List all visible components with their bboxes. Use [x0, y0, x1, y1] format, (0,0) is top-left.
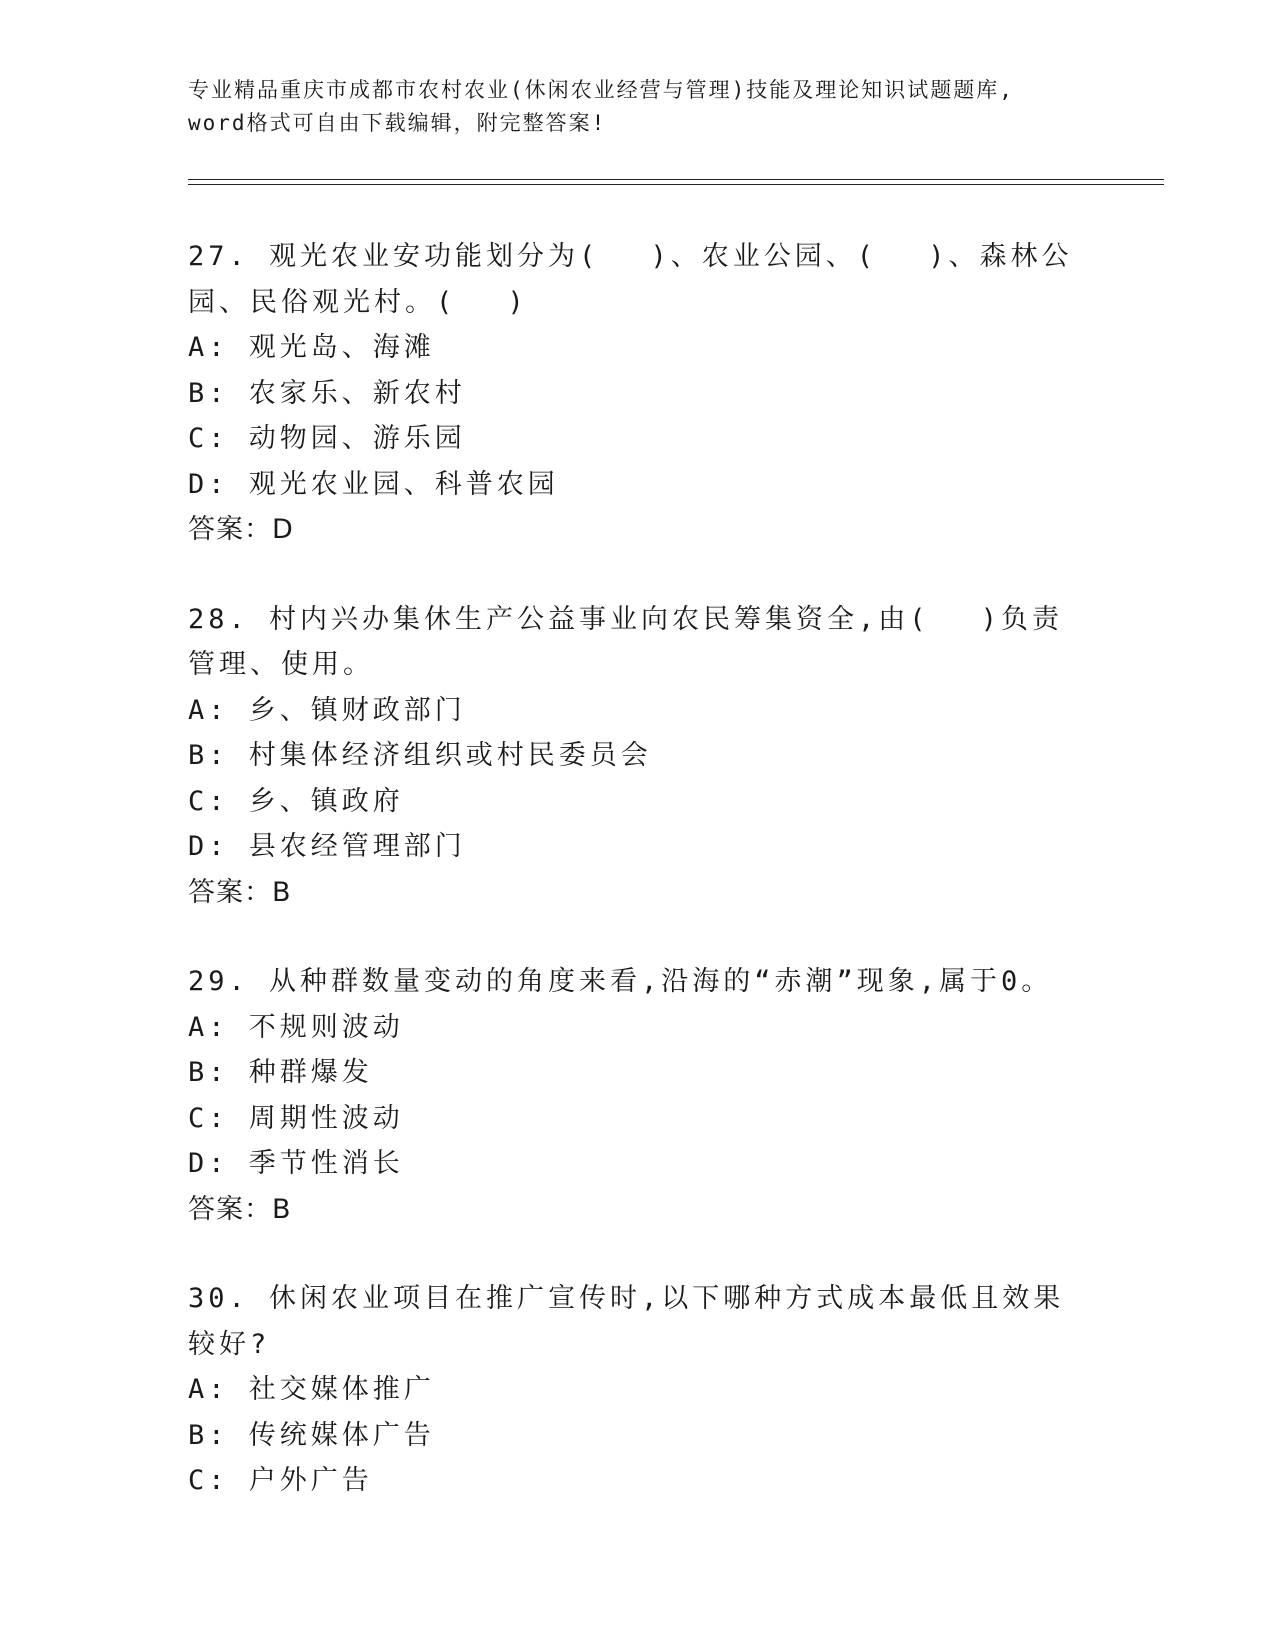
question-text: 30. 休闲农业项目在推广宣传时,以下哪种方式成本最低且效果较好? [188, 1283, 1065, 1360]
option-b: B: 农家乐、新农村 [188, 377, 466, 409]
question-text: 29. 从种群数量变动的角度来看,沿海的“赤潮”现象,属于0。 [188, 966, 1053, 997]
answer-line: 答案：D [188, 514, 294, 545]
header-subtitle-line: word格式可自由下载编辑，附完整答案! [188, 111, 607, 135]
question-27 [188, 234, 1088, 553]
question-list [188, 234, 1088, 1548]
option-a: A: 乡、镇财政部门 [188, 694, 466, 726]
option-b: B: 村集体经济组织或村民委员会 [188, 740, 652, 771]
document-header [188, 74, 1088, 140]
header-divider-bottom [188, 184, 1164, 185]
answer-line: 答案：B [188, 1193, 292, 1225]
header-title-line: 专业精品重庆市成都市农村农业(休闲农业经营与管理)技能及理论知识试题题库, [188, 78, 1014, 102]
question-28 [188, 597, 1088, 916]
option-a: A: 社交媒体推广 [188, 1374, 435, 1405]
option-b: B: 种群爆发 [188, 1057, 373, 1088]
question-29 [188, 959, 1088, 1232]
option-d: D: 观光农业园、科普农园 [188, 468, 559, 500]
option-c: C: 户外广告 [188, 1465, 373, 1496]
option-c: C: 周期性波动 [188, 1102, 404, 1134]
answer-line: 答案：B [188, 876, 292, 908]
question-text: 28. 村内兴办集休生产公益事业向农民筹集资全,由( )负责管理、使用。 [188, 603, 1064, 680]
question-text: 27. 观光农业安功能划分为( )、农业公园、( )、森林公园、民俗观光村。( ) [188, 241, 1073, 318]
option-d: D: 县农经管理部门 [188, 831, 466, 862]
option-a: A: 不规则波动 [188, 1011, 404, 1043]
option-c: C: 动物园、游乐园 [188, 423, 466, 454]
option-a: A: 观光岛、海滩 [188, 332, 435, 363]
question-30 [188, 1276, 1088, 1504]
header-divider-top [188, 179, 1164, 180]
option-c: C: 乡、镇政府 [188, 785, 404, 817]
option-b: B: 传统媒体广告 [188, 1419, 435, 1451]
option-d: D: 季节性消长 [188, 1148, 404, 1179]
